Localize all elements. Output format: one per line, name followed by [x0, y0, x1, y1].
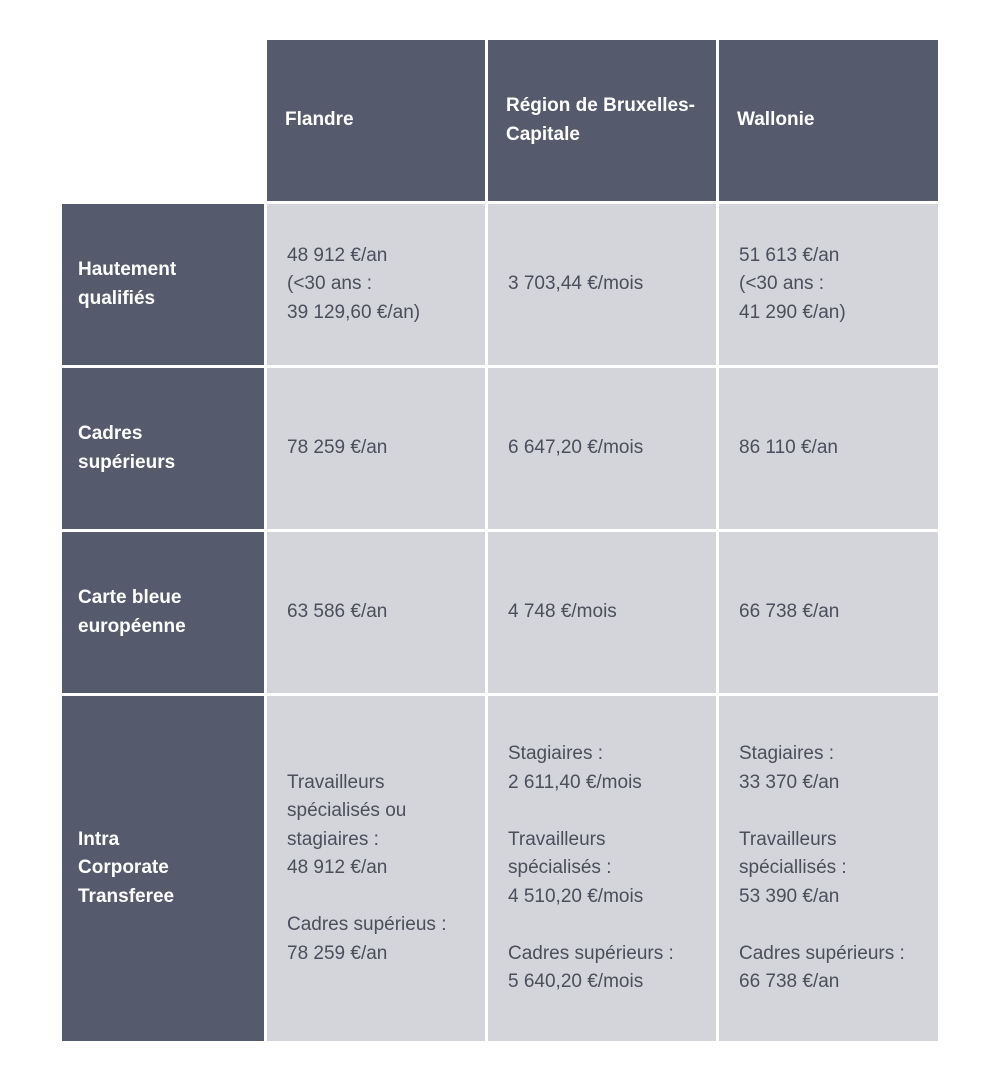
row-header-carte-bleue: Carte bleue européenne — [62, 532, 264, 693]
table-cell: Travailleurs spécialisés ou stagiaires : 48 912 €/an Cadres supérieus : 78 259 €/an — [267, 696, 485, 1041]
row-header-cadres-superieurs: Cadres supérieurs — [62, 368, 264, 529]
salary-threshold-table — [62, 40, 938, 1044]
table-cell: 6 647,20 €/mois — [488, 368, 716, 529]
row-header-intra-corporate-transferee: Intra Corporate Transferee — [62, 696, 264, 1041]
column-header-flandre: Flandre — [267, 40, 485, 201]
table-cell: 3 703,44 €/mois — [488, 204, 716, 365]
table-header-row — [62, 40, 938, 201]
table-cell: 78 259 €/an — [267, 368, 485, 529]
table-cell: 66 738 €/an — [719, 532, 938, 693]
table-row — [62, 696, 938, 1041]
column-header-wallonie: Wallonie — [719, 40, 938, 201]
table-row — [62, 532, 938, 693]
table-cell: 4 748 €/mois — [488, 532, 716, 693]
table-cell: 48 912 €/an (<30 ans : 39 129,60 €/an) — [267, 204, 485, 365]
table-cell: Stagiaires : 2 611,40 €/mois Travailleurs spécialisés : 4 510,20 €/mois Cadres supérieurs : 5 640,20 €/mois — [488, 696, 716, 1041]
corner-cell — [62, 40, 264, 201]
table-cell: 63 586 €/an — [267, 532, 485, 693]
table-row — [62, 204, 938, 365]
table-cell: 86 110 €/an — [719, 368, 938, 529]
table-cell: 51 613 €/an (<30 ans : 41 290 €/an) — [719, 204, 938, 365]
row-header-hautement-qualifies: Hautement qualifiés — [62, 204, 264, 365]
table-cell: Stagiaires : 33 370 €/an Travailleurs spéciallisés : 53 390 €/an Cadres supérieurs : 66 738 €/an — [719, 696, 938, 1041]
table-row — [62, 368, 938, 529]
column-header-bruxelles: Région de Bruxelles- Capitale — [488, 40, 716, 201]
